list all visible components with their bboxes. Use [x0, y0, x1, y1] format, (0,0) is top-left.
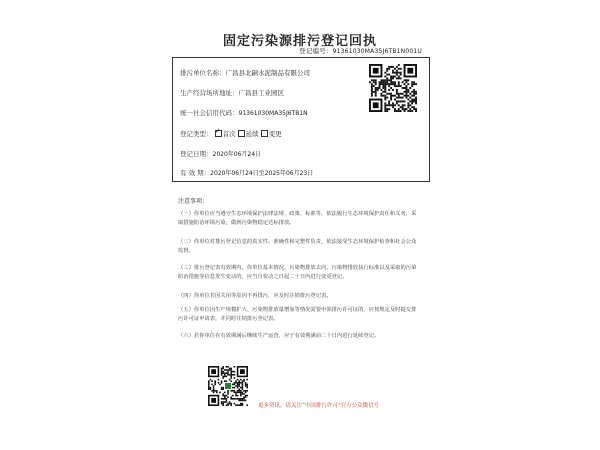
registration-label: 登记编号： [299, 47, 333, 55]
checkbox-first-checked [215, 130, 222, 137]
validity-value: 2020年06月24日至2025年06月23日 [210, 170, 314, 177]
validity-label: 有 效 期： [180, 169, 211, 177]
notes-title: 注意事项： [178, 198, 209, 205]
checkbox-renew [238, 130, 245, 137]
type-option-first: 首次 [222, 130, 236, 138]
credit-code-value: 91361030MA35J6TB1N [238, 110, 308, 117]
note-item-3: （三）排污登记表有效期内，你单位基本情况、污染物排放去向、污染物排放执行标准以及采取的污染防治措施等信息发生变动的，应当自变动之日起二十日内进行变更登记。 [178, 265, 417, 280]
unit-name-row [180, 68, 310, 77]
registration-value: 91361030MA35J6TB1N001U [332, 48, 422, 55]
type-option-change: 变更 [268, 130, 282, 138]
wechat-qr-code-icon [208, 366, 248, 406]
registration-type-label: 登记类型： [180, 130, 213, 138]
unit-name-label: 排污单位名称： [180, 69, 226, 77]
registration-qr-code-icon [369, 64, 417, 112]
type-option-renew: 延续 [245, 130, 259, 138]
validity-row [180, 168, 313, 177]
address-row [180, 88, 284, 97]
note-item-1: （一）你单位应当遵守生态环境保护法律法规、政策、标准等，依法履行生态环境保护责任和义务，采取措施防治环境污染，做到污染物稳定达标排放。 [178, 211, 417, 226]
note-item-5: （五）你单位因生产规模扩大、污染物排放量增加等情况需要申领排污许可证的，应按规定及时提交排污许可证申请表，并同时注销排污登记表。 [178, 307, 417, 322]
footer-notice: 更多资讯，请关注“中国排污许可”官方公众微信号 [258, 403, 380, 409]
note-item-6: （六）若你单位在有效期满后继续生产运营，应于有效期满前二十日内进行延续登记。 [178, 333, 380, 339]
document-title: 固定污染源排污登记回执 [222, 34, 377, 49]
note-item-4: （四）你单位若因关闭等原因不再排污，应及时注销排污登记表。 [178, 293, 332, 299]
note-item-2: （二）你单位对排污登记信息的真实性、准确性和完整性负责，依法接受生态环境保护检查和社会公众监督。 [178, 239, 417, 254]
credit-code-label: 统一社会信用代码： [180, 109, 239, 117]
registration-type-row [180, 129, 282, 138]
registration-date-label: 登记日期： [180, 150, 213, 158]
registration-date-row [180, 149, 261, 158]
checkbox-change [261, 130, 268, 137]
registration-date-value: 2020年06月24日 [212, 151, 262, 158]
address-label: 生产经营场所地址： [180, 89, 239, 97]
address-value: 广昌县工业园区 [238, 89, 284, 97]
registration-number [299, 46, 422, 55]
credit-code-row [180, 108, 308, 117]
registration-box [172, 57, 430, 182]
unit-name-value: 广昌县北嗣水泥制品有限公司 [225, 69, 310, 77]
